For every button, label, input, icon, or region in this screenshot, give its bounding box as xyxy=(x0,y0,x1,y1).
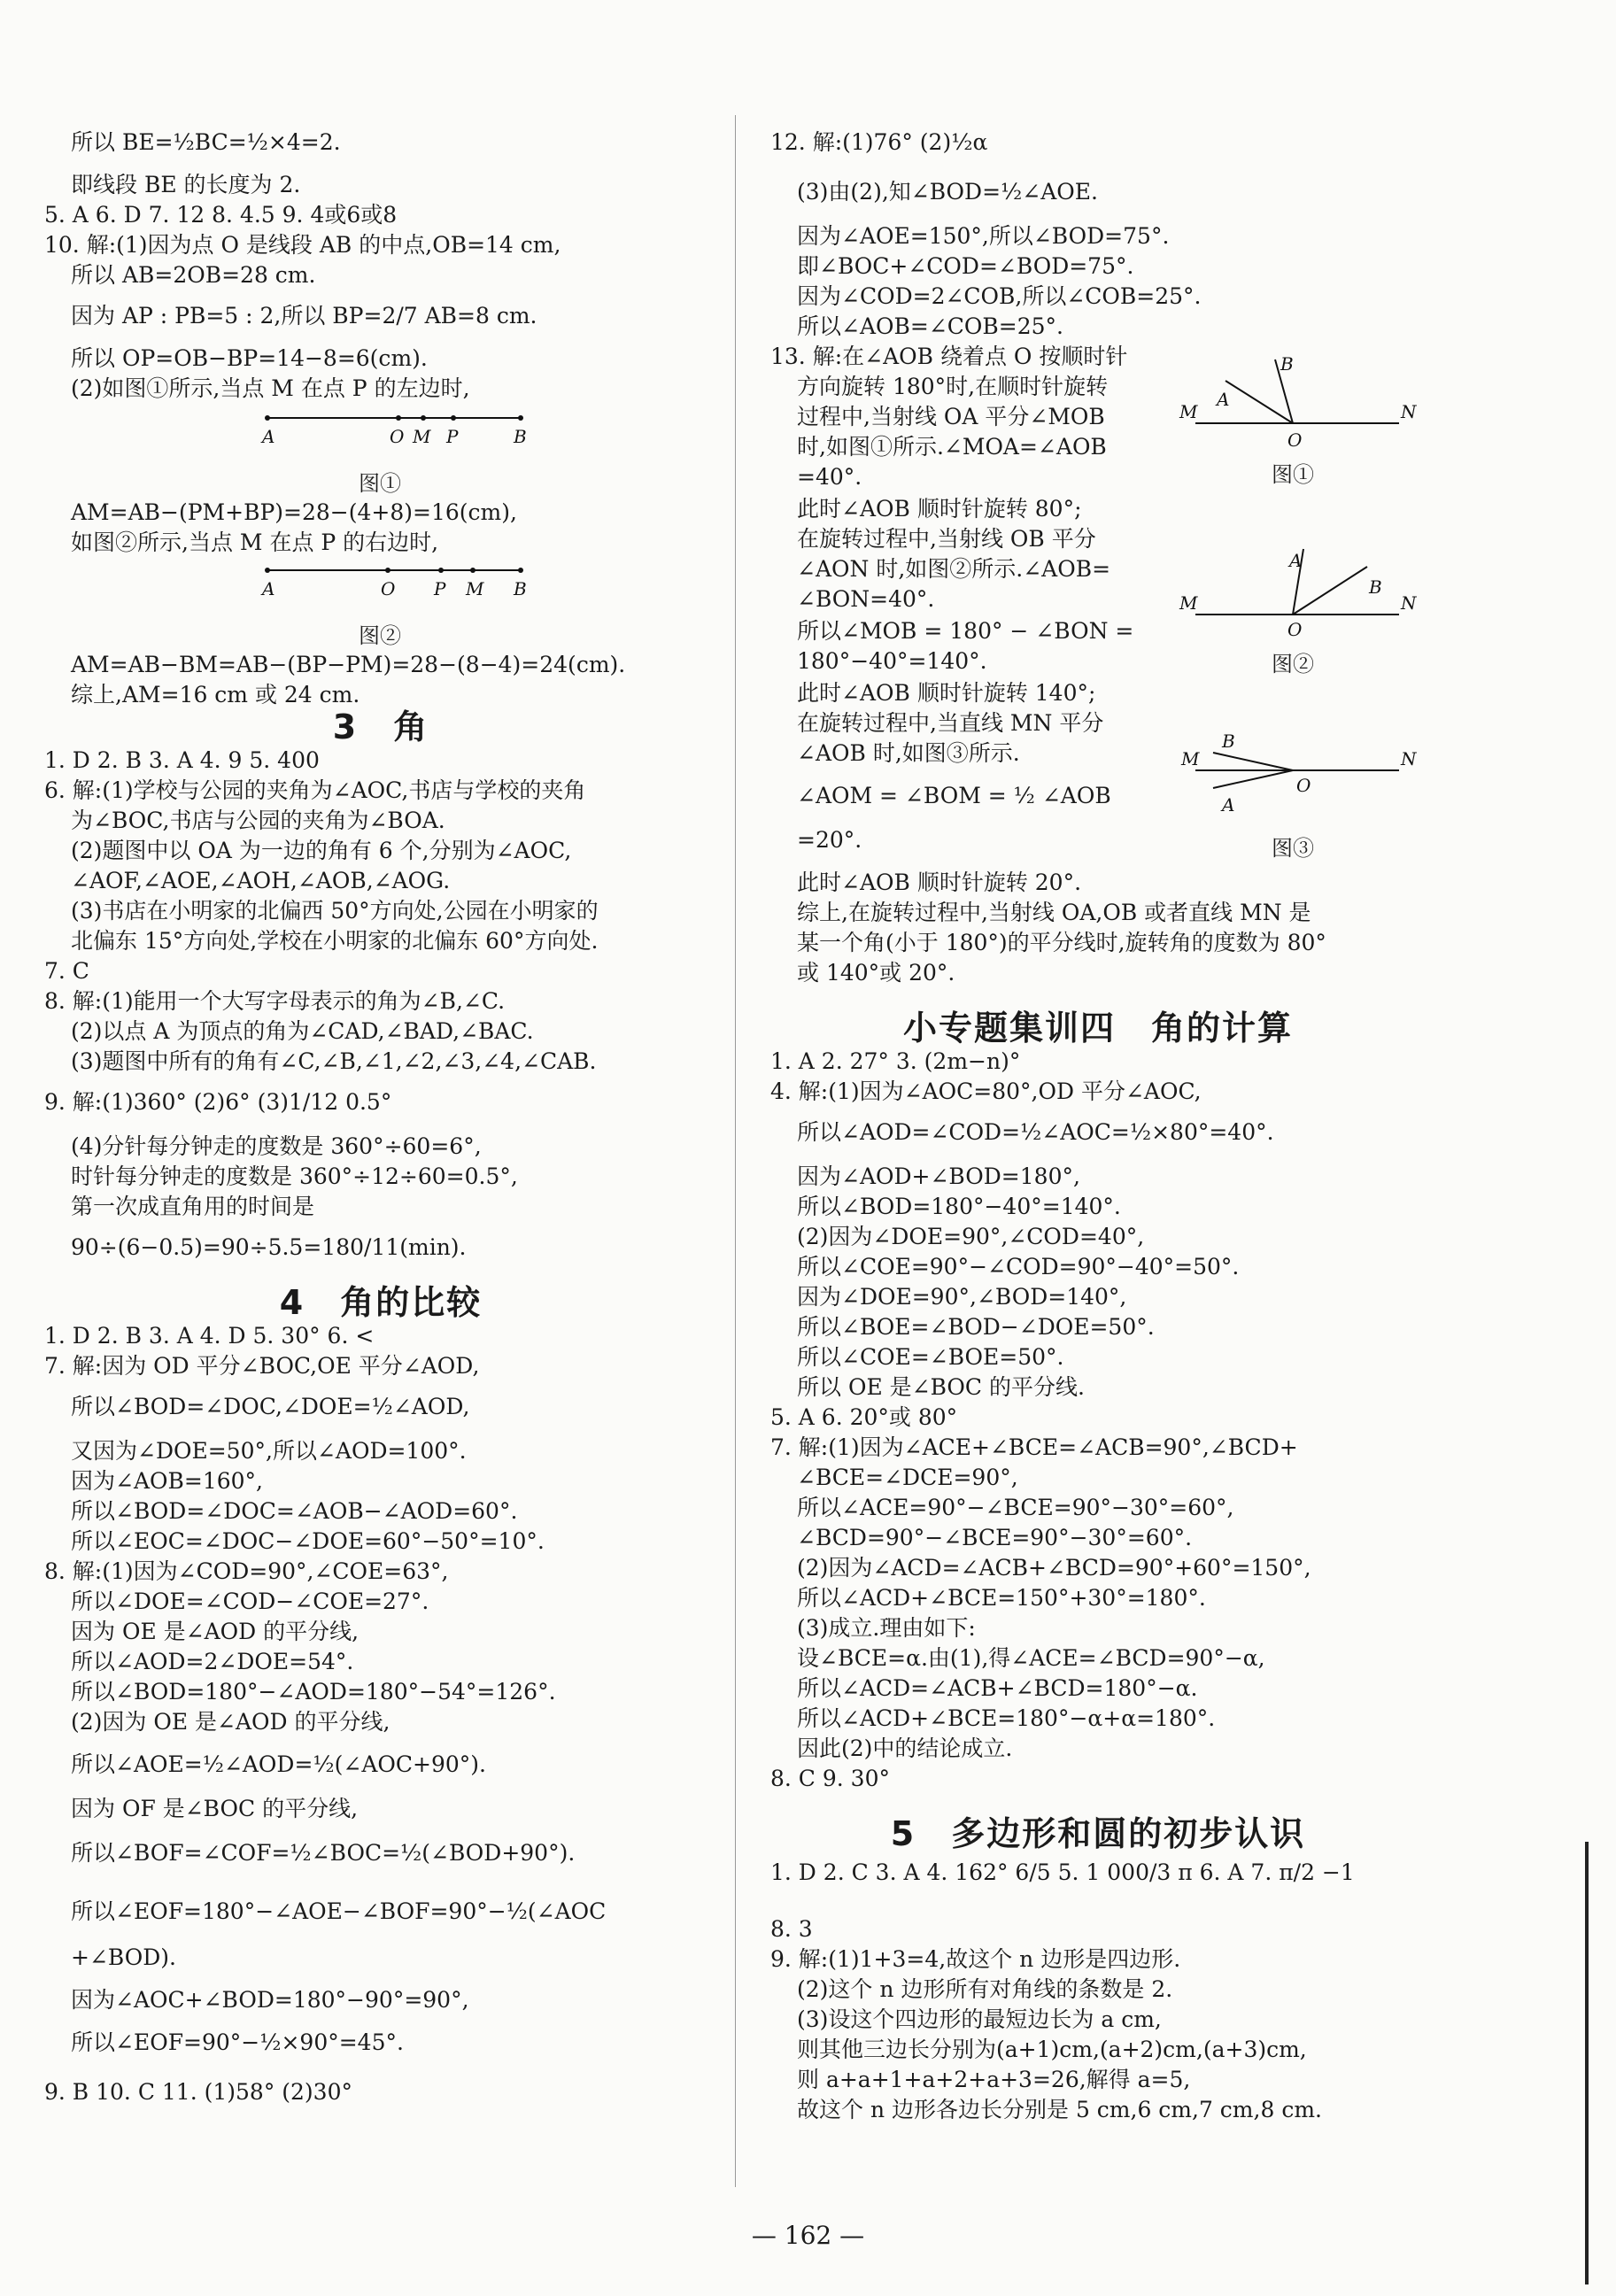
point-label: M xyxy=(1179,592,1198,614)
text-line: 8. 3 xyxy=(770,1916,813,1942)
text-line: 此时∠AOB 顺时针旋转 20°. xyxy=(797,870,1082,895)
text-line: +∠BOD). xyxy=(71,1944,176,1970)
text-line: 即∠BOC+∠COD=∠BOD=75°. xyxy=(797,253,1134,279)
text-line: 1. A 2. 27° 3. (2m−n)° xyxy=(770,1048,1021,1074)
point-label: A xyxy=(1222,794,1235,816)
figure-caption: 图③ xyxy=(1272,836,1314,861)
text-line: =40°. xyxy=(797,464,862,490)
text-line: ∠BCE=∠DCE=90°, xyxy=(797,1465,1018,1490)
column-divider xyxy=(735,115,736,2187)
text-line: 8. 解:(1)能用一个大写字母表示的角为∠B,∠C. xyxy=(44,988,506,1014)
text-line: 所以∠COE=∠BOE=50°. xyxy=(797,1344,1064,1370)
text-line: ∠BON=40°. xyxy=(797,586,935,612)
text-line: 所以 BE=½BC=½×4=2. xyxy=(71,129,341,155)
text-line: ∠AOF,∠AOE,∠AOH,∠AOB,∠AOG. xyxy=(71,868,451,893)
text-line: 因为∠DOE=90°,∠BOD=140°, xyxy=(797,1284,1127,1310)
text-line: (3)由(2),知∠BOD=½∠AOE. xyxy=(797,179,1098,205)
text-line: (4)分针每分钟走的度数是 360°÷60=6°, xyxy=(71,1133,482,1159)
text-line: (2)因为 OE 是∠AOD 的平分线, xyxy=(71,1709,390,1735)
text-line: 1. D 2. C 3. A 4. 162° 6/5 5. 1 000/3 π 6. A 7. π/2 −1 xyxy=(770,1859,1355,1885)
text-line: 所以 OP=OB−BP=14−8=6(cm). xyxy=(71,345,428,371)
text-line: 6. 解:(1)学校与公园的夹角为∠AOC,书店与学校的夹角 xyxy=(44,777,586,803)
text-line: 所以∠EOF=90°−½×90°=45°. xyxy=(71,2029,404,2055)
page-number: — 162 — xyxy=(751,2221,865,2250)
text-line: 综上,AM=16 cm 或 24 cm. xyxy=(71,682,360,707)
text-line: 90÷(6−0.5)=90÷5.5=180/11(min). xyxy=(71,1234,467,1260)
point-label: N xyxy=(1401,748,1417,769)
section-title: 3 角 xyxy=(332,707,429,746)
text-line: 8. C 9. 30° xyxy=(770,1766,890,1791)
text-line: 13. 解:在∠AOB 绕着点 O 按顺时针 xyxy=(770,344,1128,369)
text-line: 所以∠EOF=180°−∠AOE−∠BOF=90°−½(∠AOC xyxy=(71,1898,607,1924)
rotation-diagram-2 xyxy=(1178,540,1417,638)
text-line: 即线段 BE 的长度为 2. xyxy=(71,172,301,197)
text-line: 180°−40°=140°. xyxy=(797,648,987,674)
text-line: 所以∠MOB = 180° − ∠BON = xyxy=(797,618,1134,644)
text-line: (2)以点 A 为顶点的角为∠CAD,∠BAD,∠BAC. xyxy=(71,1018,534,1044)
text-line: 9. 解:(1)360° (2)6° (3)1/12 0.5° xyxy=(44,1089,392,1115)
text-line: 所以∠AOE=½∠AOD=½(∠AOC+90°). xyxy=(71,1751,486,1777)
text-line: (2)因为∠DOE=90°,∠COD=40°, xyxy=(797,1224,1145,1249)
text-line: (2)如图①所示,当点 M 在点 P 的左边时, xyxy=(71,375,470,401)
section-title: 4 角的比较 xyxy=(279,1283,483,1322)
point-label: P xyxy=(434,578,446,599)
point-label: P xyxy=(446,426,459,447)
text-line: 5. A 6. 20°或 80° xyxy=(770,1404,958,1430)
page-edge-rule xyxy=(1585,1842,1589,2284)
text-line: 此时∠AOB 顺时针旋转 80°; xyxy=(797,496,1082,522)
text-line: 所以∠COE=90°−∠COD=90°−40°=50°. xyxy=(797,1254,1240,1279)
text-line: 4. 解:(1)因为∠AOC=80°,OD 平分∠AOC, xyxy=(770,1078,1202,1104)
text-line: (2)这个 n 边形所有对角线的条数是 2. xyxy=(797,1976,1173,2002)
text-line: 因为∠AOD+∠BOD=180°, xyxy=(797,1163,1080,1189)
text-line: ∠AOB 时,如图③所示. xyxy=(797,740,1020,766)
point-label: B xyxy=(1222,731,1235,752)
rotation-diagram-3 xyxy=(1178,726,1417,823)
text-line: 为∠BOC,书店与公园的夹角为∠BOA. xyxy=(71,808,445,833)
text-line: 设∠BCE=α.由(1),得∠ACE=∠BCD=90°−α, xyxy=(797,1645,1265,1671)
text-line: (2)题图中以 OA 为一边的角有 6 个,分别为∠AOC, xyxy=(71,838,572,863)
text-line: (3)书店在小明家的北偏西 50°方向处,公园在小明家的 xyxy=(71,898,599,924)
text-line: 时,如图①所示.∠MOA=∠AOB xyxy=(797,434,1107,460)
text-line: 9. B 10. C 11. (1)58° (2)30° xyxy=(44,2079,352,2105)
text-line: 所以 OE 是∠BOC 的平分线. xyxy=(797,1374,1085,1400)
text-line: ∠BCD=90°−∠BCE=90°−30°=60°. xyxy=(797,1525,1193,1550)
text-line: 因此(2)中的结论成立. xyxy=(797,1736,1013,1761)
point-label: A xyxy=(262,426,275,447)
point-label: O xyxy=(1287,429,1303,451)
point-label: N xyxy=(1401,401,1417,422)
text-line: 某一个角(小于 180°)的平分线时,旋转角的度数为 80° xyxy=(797,930,1326,955)
text-line: 所以∠ACD+∠BCE=150°+30°=180°. xyxy=(797,1585,1206,1611)
point-label: O xyxy=(390,426,405,447)
point-label: M xyxy=(413,426,431,447)
text-line: 所以∠AOD=∠COD=½∠AOC=½×80°=40°. xyxy=(797,1119,1274,1145)
text-line: 7. 解:因为 OD 平分∠BOC,OE 平分∠AOD, xyxy=(44,1353,480,1379)
text-line: 综上,在旋转过程中,当射线 OA,OB 或者直线 MN 是 xyxy=(797,900,1311,925)
text-line: 则其他三边长分别为(a+1)cm,(a+2)cm,(a+3)cm, xyxy=(797,2037,1307,2062)
text-line: 如图②所示,当点 M 在点 P 的右边时, xyxy=(71,530,439,555)
text-line: 所以∠AOD=2∠DOE=54°. xyxy=(71,1649,354,1674)
text-line: 所以∠DOE=∠COD−∠COE=27°. xyxy=(71,1589,429,1614)
text-line: 因为 OF 是∠BOC 的平分线, xyxy=(71,1796,359,1821)
text-line: 北偏东 15°方向处,学校在小明家的北偏东 60°方向处. xyxy=(71,928,599,954)
point-label: A xyxy=(1217,389,1230,410)
figure-caption: 图② xyxy=(1272,652,1314,676)
rotation-diagram-1 xyxy=(1178,354,1417,452)
text-line: 所以∠BOD=180°−∠AOD=180°−54°=126°. xyxy=(71,1679,556,1705)
text-line: 12. 解:(1)76° (2)½α xyxy=(770,129,988,155)
text-line: 在旋转过程中,当射线 OB 平分 xyxy=(797,526,1096,552)
text-line: 或 140°或 20°. xyxy=(797,960,955,986)
point-label: B xyxy=(1280,354,1294,375)
text-line: 所以∠BOE=∠BOD−∠DOE=50°. xyxy=(797,1314,1155,1340)
point-label: O xyxy=(381,578,396,599)
text-line: 故这个 n 边形各边长分别是 5 cm,6 cm,7 cm,8 cm. xyxy=(797,2097,1322,2122)
text-line: 所以∠EOC=∠DOC−∠DOE=60°−50°=10°. xyxy=(71,1528,545,1554)
point-label: B xyxy=(1369,576,1382,598)
text-line: 方向旋转 180°时,在顺时针旋转 xyxy=(797,374,1109,399)
text-line: (2)因为∠ACD=∠ACB+∠BCD=90°+60°=150°, xyxy=(797,1555,1311,1581)
text-line: AM=AB−BM=AB−(BP−PM)=28−(8−4)=24(cm). xyxy=(71,652,626,677)
text-line: 所以∠ACE=90°−∠BCE=90°−30°=60°, xyxy=(797,1495,1234,1520)
point-label: O xyxy=(1296,775,1311,796)
text-line: =20°. xyxy=(797,827,862,853)
text-line: 7. C xyxy=(44,958,89,984)
figure-caption: 图① xyxy=(1272,462,1314,487)
point-label: M xyxy=(1181,748,1200,769)
text-line: 所以∠BOD=180°−40°=140°. xyxy=(797,1194,1121,1219)
text-line: 所以∠BOD=∠DOC,∠DOE=½∠AOD, xyxy=(71,1394,470,1419)
section-title: 5 多边形和圆的初步认识 xyxy=(890,1814,1306,1853)
text-line: 因为∠AOC+∠BOD=180°−90°=90°, xyxy=(71,1987,469,2013)
text-line: 因为∠COD=2∠COB,所以∠COB=25°. xyxy=(797,283,1202,309)
text-line: 所以∠ACD=∠ACB+∠BCD=180°−α. xyxy=(797,1675,1198,1701)
text-line: 所以∠ACD+∠BCE=180°−α+α=180°. xyxy=(797,1705,1216,1731)
text-line: 所以 AB=2OB=28 cm. xyxy=(71,262,316,288)
text-line: 过程中,当射线 OA 平分∠MOB xyxy=(797,404,1105,429)
text-line: 因为∠AOE=150°,所以∠BOD=75°. xyxy=(797,223,1170,249)
text-line: ∠AON 时,如图②所示.∠AOB= xyxy=(797,556,1111,582)
text-line: 1. D 2. B 3. A 4. 9 5. 400 xyxy=(44,747,320,773)
text-line: (3)题图中所有的角有∠C,∠B,∠1,∠2,∠3,∠4,∠CAB. xyxy=(71,1048,597,1074)
point-label: B xyxy=(514,426,527,447)
text-line: AM=AB−(PM+BP)=28−(4+8)=16(cm), xyxy=(71,499,517,525)
text-line: 1. D 2. B 3. A 4. D 5. 30° 6. < xyxy=(44,1323,375,1349)
text-line: (3)设这个四边形的最短边长为 a cm, xyxy=(797,2006,1162,2032)
point-label: A xyxy=(1289,550,1303,571)
segment-diagram-2 xyxy=(257,558,540,611)
text-line: 则 a+a+1+a+2+a+3=26,解得 a=5, xyxy=(797,2067,1191,2092)
text-line: (3)成立.理由如下: xyxy=(797,1615,976,1641)
text-line: 因为 OE 是∠AOD 的平分线, xyxy=(71,1619,360,1644)
text-line: 所以∠BOD=∠DOC=∠AOB−∠AOD=60°. xyxy=(71,1498,518,1524)
point-label: O xyxy=(1287,619,1303,638)
text-line: 所以∠AOB=∠COB=25°. xyxy=(797,313,1063,339)
text-line: 9. 解:(1)1+3=4,故这个 n 边形是四边形. xyxy=(770,1946,1181,1972)
figure-caption: 图② xyxy=(359,623,401,648)
point-label: B xyxy=(514,578,527,599)
text-line: 所以∠BOF=∠COF=½∠BOC=½(∠BOD+90°). xyxy=(71,1840,576,1866)
text-line: 因为∠AOB=160°, xyxy=(71,1468,263,1494)
text-line: 因为 AP : PB=5 : 2,所以 BP=2/7 AB=8 cm. xyxy=(71,303,537,329)
point-label: M xyxy=(1179,401,1198,422)
segment-diagram-1 xyxy=(257,406,540,459)
text-line: 5. A 6. D 7. 12 8. 4.5 9. 4或6或8 xyxy=(44,202,398,228)
text-line: ∠AOM = ∠BOM = ½ ∠AOB xyxy=(797,783,1111,808)
text-line: 在旋转过程中,当直线 MN 平分 xyxy=(797,710,1104,736)
text-line: 7. 解:(1)因为∠ACE+∠BCE=∠ACB=90°,∠BCD+ xyxy=(770,1434,1298,1460)
figure-caption: 图① xyxy=(359,471,401,496)
point-label: N xyxy=(1401,592,1417,614)
text-line: 8. 解:(1)因为∠COD=90°,∠COE=63°, xyxy=(44,1558,449,1584)
text-line: 10. 解:(1)因为点 O 是线段 AB 的中点,OB=14 cm, xyxy=(44,232,561,258)
text-line: 第一次成直角用的时间是 xyxy=(71,1194,315,1219)
point-label: A xyxy=(262,578,275,599)
text-line: 又因为∠DOE=50°,所以∠AOD=100°. xyxy=(71,1438,467,1464)
point-label: M xyxy=(466,578,484,599)
section-title: 小专题集训四 角的计算 xyxy=(902,1009,1293,1048)
text-line: 此时∠AOB 顺时针旋转 140°; xyxy=(797,680,1096,706)
text-line: 时针每分钟走的度数是 360°÷12÷60=0.5°, xyxy=(71,1163,518,1189)
